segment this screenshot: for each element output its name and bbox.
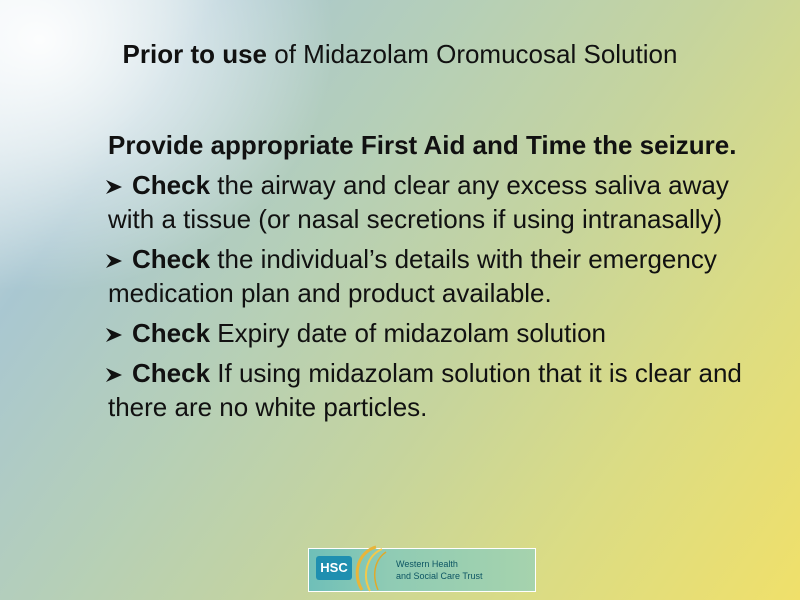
intro-text: Provide appropriate First Aid and Time the seizure. — [108, 130, 737, 160]
bullet-text: the individual’s details with their emergency medication plan and product available. — [108, 244, 717, 308]
swirl-logo-icon — [346, 544, 392, 594]
hsc-badge: HSC — [316, 556, 352, 580]
bullet-lead: Check — [132, 358, 211, 388]
bullet-item — [108, 316, 748, 350]
arrow-bullet-icon — [104, 365, 126, 385]
arrow-bullet-icon — [104, 177, 126, 197]
title-bold: Prior to use — [122, 39, 268, 69]
bullet-lead: Check — [132, 170, 211, 200]
trust-line-2: and Social Care Trust — [396, 571, 483, 581]
bullet-text: the airway and clear any excess saliva away with a tissue (or nasal secretions if using intranasally) — [108, 170, 729, 234]
hsc-trust-logo — [308, 544, 536, 594]
arrow-bullet-icon — [104, 251, 126, 271]
bullet-item — [108, 242, 748, 310]
bullet-item — [108, 356, 748, 424]
arrow-bullet-icon — [104, 325, 126, 345]
bullet-item — [108, 168, 748, 236]
slide-content — [108, 128, 748, 430]
trust-line-1: Western Health — [396, 559, 458, 569]
trust-name — [396, 558, 483, 582]
bullet-text: Expiry date of midazolam solution — [210, 318, 607, 348]
slide-title — [60, 36, 740, 72]
bullet-lead: Check — [132, 318, 211, 348]
title-rest: of Midazolam Oromucosal Solution — [267, 39, 678, 69]
bullet-lead: Check — [132, 244, 211, 274]
bullet-text: If using midazolam solution that it is clear and there are no white particles. — [108, 358, 742, 422]
